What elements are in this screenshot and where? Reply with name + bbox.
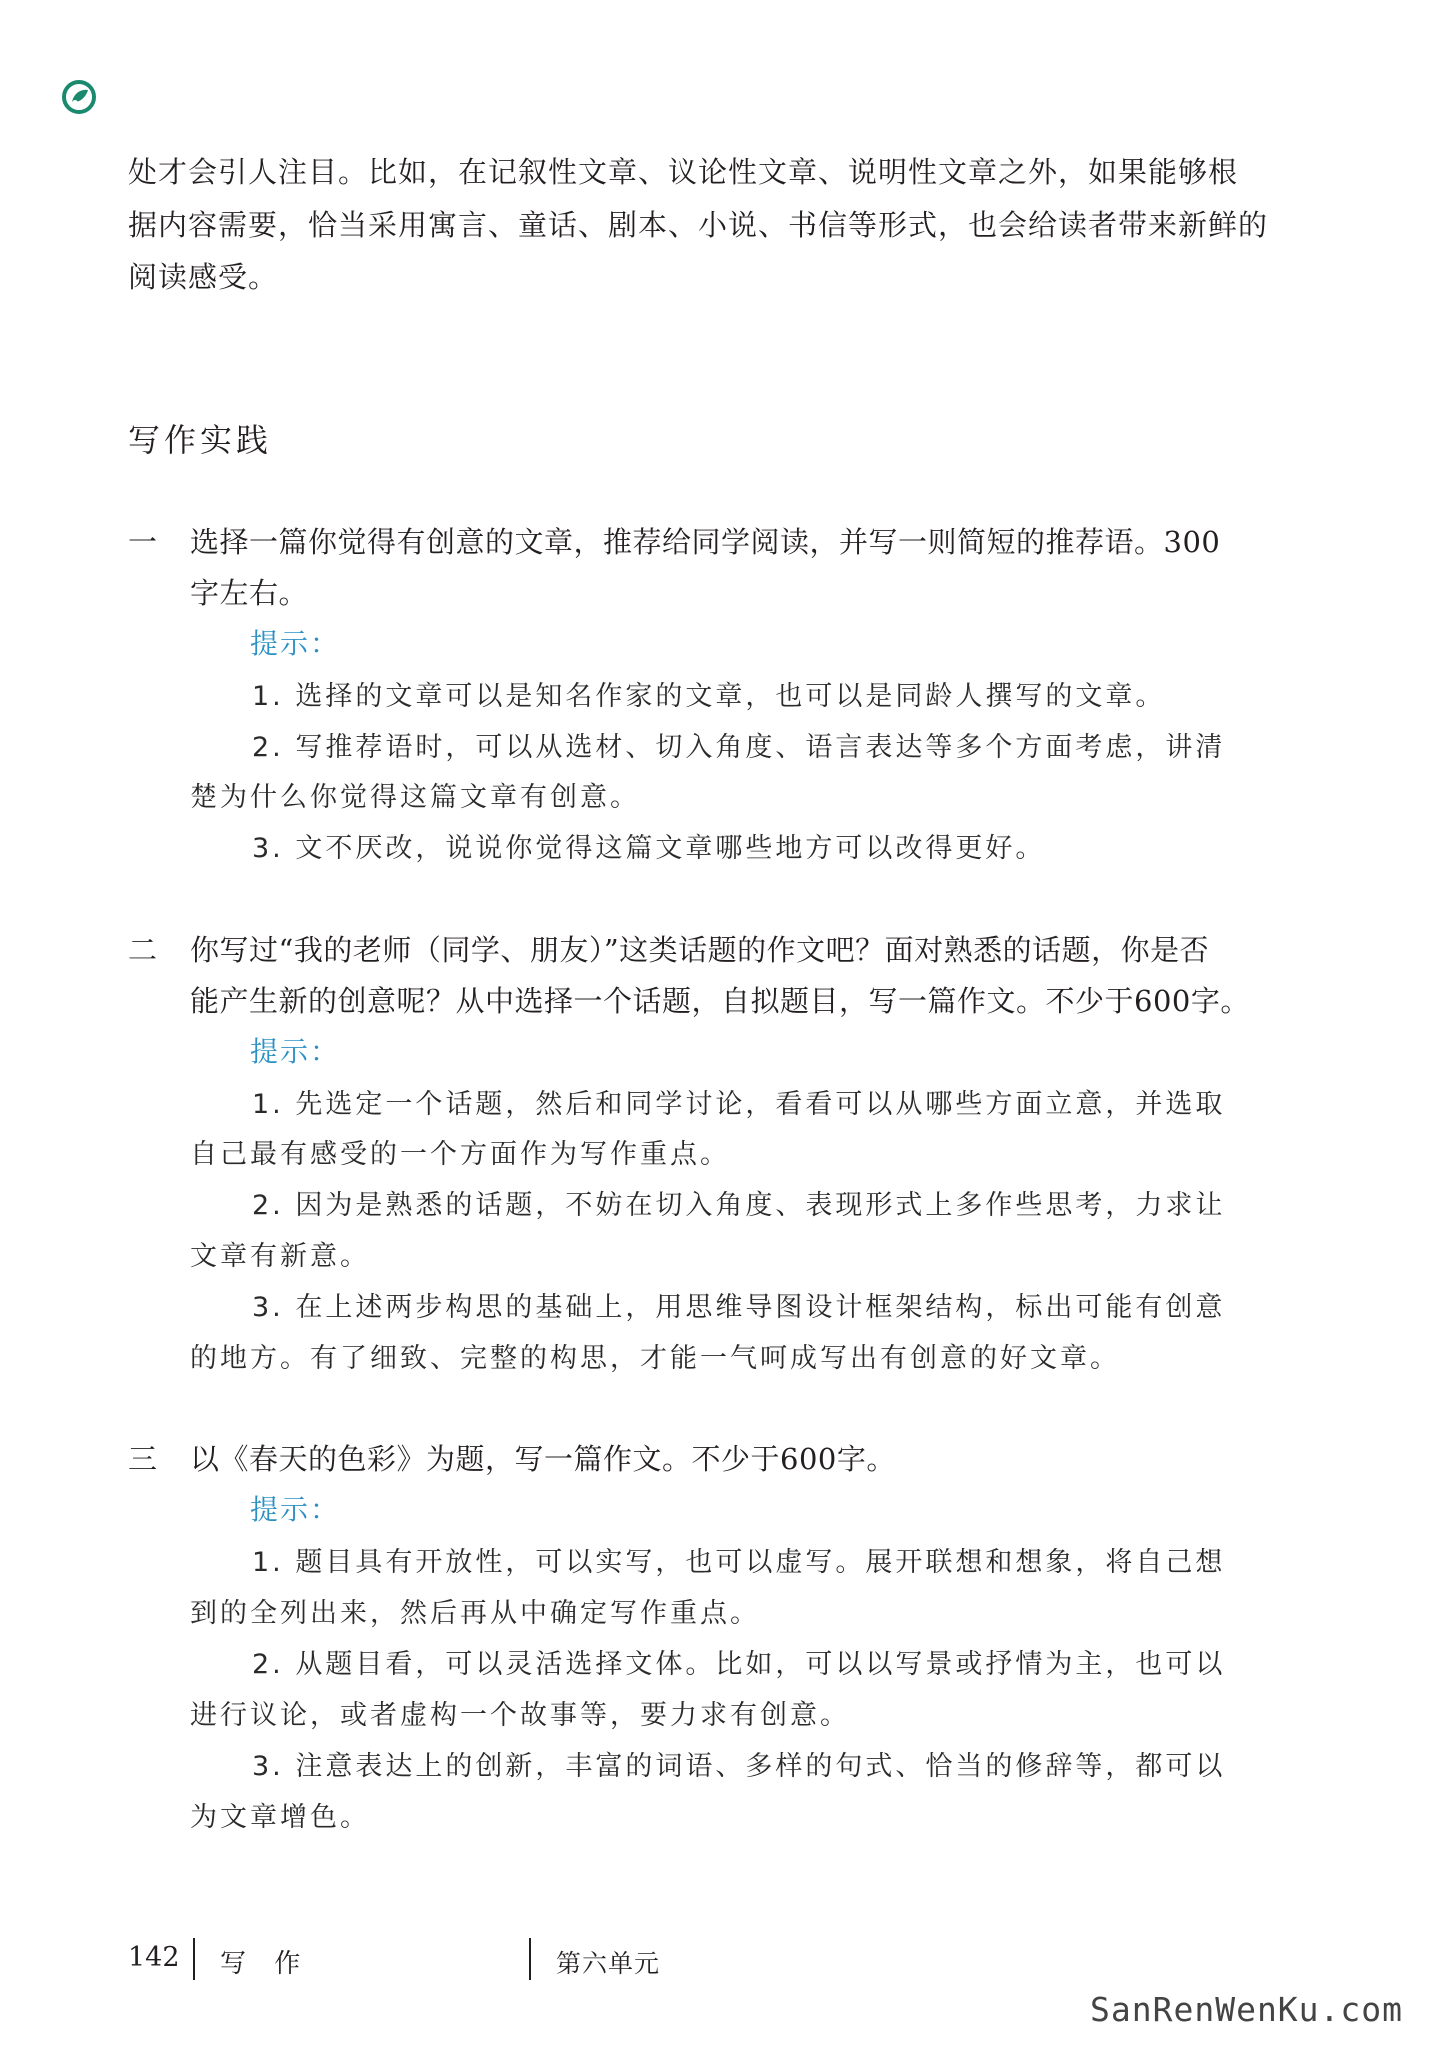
tip-line: 3. 文不厌改，说说你觉得这篇文章哪些地方可以改得更好。 (252, 833, 1046, 864)
tip-line: 2. 因为是熟悉的话题，不妨在切入角度、表现形式上多作些思考，力求让 (252, 1190, 1226, 1221)
page-number: 142 (128, 1942, 180, 1973)
tip-label: 提示： (250, 627, 341, 660)
task-line: 选择一篇你觉得有创意的文章，推荐给同学阅读，并写一则简短的推荐语。300 (190, 525, 1221, 559)
task-line: 以《春天的色彩》为题，写一篇作文。不少于600字。 (190, 1442, 896, 1476)
section-title: 写作实践 (128, 421, 273, 459)
tip-label: 提示： (250, 1035, 341, 1068)
footer-divider (193, 1938, 195, 1980)
intro-line: 处才会引人注目。比如，在记叙性文章、议论性文章、说明性文章之外，如果能够根 (128, 155, 1239, 189)
footer-unit: 第六单元 (556, 1949, 661, 1978)
tip-line: 楚为什么你觉得这篇文章有创意。 (190, 782, 640, 813)
tip-line: 文章有新意。 (190, 1241, 370, 1272)
tip-line: 为文章增色。 (190, 1802, 370, 1833)
tip-line: 3. 注意表达上的创新，丰富的词语、多样的句式、恰当的修辞等，都可以 (252, 1751, 1226, 1782)
tip-label: 提示： (250, 1493, 341, 1526)
tip-line: 2. 从题目看，可以灵活选择文体。比如，可以以写景或抒情为主，也可以 (252, 1649, 1226, 1680)
footer-divider (529, 1938, 531, 1980)
tip-line: 1. 题目具有开放性，可以实写，也可以虚写。展开联想和想象，将自己想 (252, 1547, 1226, 1578)
tip-line: 进行议论，或者虚构一个故事等，要力求有创意。 (190, 1700, 850, 1731)
tip-line: 自己最有感受的一个方面作为写作重点。 (190, 1139, 730, 1170)
intro-line: 据内容需要，恰当采用寓言、童话、剧本、小说、书信等形式，也会给读者带来新鲜的 (128, 208, 1269, 242)
tip-line: 2. 写推荐语时，可以从选材、切入角度、语言表达等多个方面考虑，讲清 (252, 732, 1226, 763)
task-number: 二 (128, 933, 158, 967)
task-line: 你写过“我的老师（同学、朋友）”这类话题的作文吧？面对熟悉的话题，你是否 (190, 933, 1210, 967)
tip-line: 的地方。有了细致、完整的构思，才能一气呵成写出有创意的好文章。 (190, 1343, 1120, 1374)
tip-line: 3. 在上述两步构思的基础上，用思维导图设计框架结构，标出可能有创意 (252, 1292, 1226, 1323)
task-line: 字左右。 (190, 576, 309, 610)
task-line: 能产生新的创意呢？从中选择一个话题，自拟题目，写一篇作文。不少于600字。 (190, 984, 1250, 1018)
task-number: 一 (128, 525, 158, 559)
footer-section: 写 作 (220, 1949, 311, 1979)
intro-line: 阅读感受。 (128, 260, 279, 294)
leaf-circle-icon (62, 80, 96, 114)
task-number: 三 (128, 1442, 158, 1476)
tip-line: 到的全列出来，然后再从中确定写作重点。 (190, 1598, 760, 1629)
tip-line: 1. 选择的文章可以是知名作家的文章，也可以是同龄人撰写的文章。 (252, 681, 1166, 712)
tip-line: 1. 先选定一个话题，然后和同学讨论，看看可以从哪些方面立意，并选取 (252, 1089, 1226, 1120)
watermark: SanRenWenKu.com (1090, 1990, 1404, 2029)
